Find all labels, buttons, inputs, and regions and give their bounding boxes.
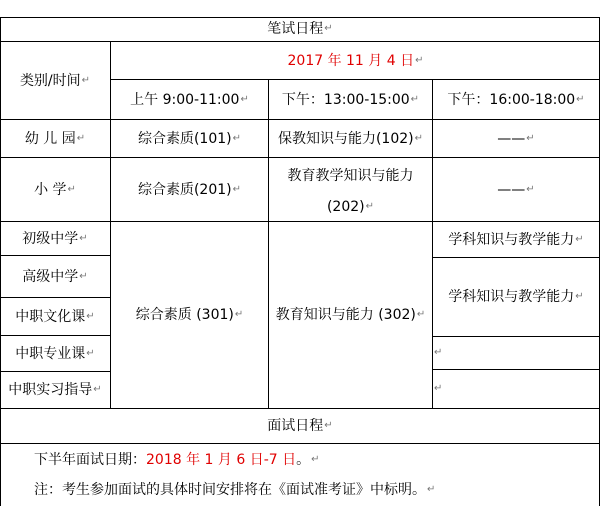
session-1-text: 上午 9:00-11:00	[130, 91, 240, 108]
primary-session-2-line2	[269, 195, 432, 219]
paragraph-mark: ↵	[434, 347, 443, 358]
junior-s3-text: 学科知识与教学能力	[448, 231, 575, 248]
vocational-culture-label: 中职文化课	[15, 308, 86, 325]
primary-session-1	[111, 158, 268, 221]
secondary-session-1	[111, 222, 268, 408]
paragraph-mark: ↵	[67, 183, 76, 195]
table-divider	[0, 443, 600, 444]
secondary-s1-text: 综合素质 (301)	[135, 307, 234, 323]
row-label-vocational-practice	[0, 372, 110, 408]
paragraph-mark: ↵	[410, 93, 420, 105]
junior-middle-session-3	[433, 222, 599, 257]
primary-s3-text: ——	[497, 181, 526, 198]
kindergarten-s1-text: 综合素质(101)	[137, 130, 232, 147]
primary-label: 小 学	[34, 181, 67, 198]
row-label-vocational-specialty	[0, 336, 110, 371]
paragraph-mark: ↵	[81, 74, 91, 86]
kindergarten-s2-text: 保教知识与能力(102)	[277, 130, 414, 147]
interview-title-text: 面试日程	[267, 418, 324, 434]
written-date-text: 2017 年 11 月 4 日	[287, 52, 415, 69]
kindergarten-s3-text: ——	[497, 130, 526, 147]
paragraph-mark: ↵	[79, 270, 88, 282]
category-time-header	[0, 42, 110, 119]
paragraph-mark: ↵	[240, 93, 249, 105]
row-label-junior-middle	[0, 222, 110, 255]
paragraph-mark: ↵	[576, 93, 585, 105]
interview-date-label: 下半年面试日期：	[34, 452, 146, 468]
row-label-primary	[0, 158, 110, 221]
paragraph-mark: ↵	[434, 383, 443, 394]
primary-s1-text: 综合素质(201)	[137, 181, 232, 198]
interview-date-line	[34, 448, 594, 472]
paragraph-mark: ↵	[526, 132, 535, 144]
paragraph-mark: ↵	[414, 132, 424, 144]
paragraph-mark: ↵	[324, 420, 333, 431]
vocational-practice-label: 中职实习指导	[8, 382, 93, 398]
kindergarten-session-2	[269, 120, 432, 157]
interview-date-value: 2018 年 1 月 6 日-7 日	[146, 452, 297, 468]
kindergarten-session-3	[433, 120, 599, 157]
paragraph-mark: ↵	[427, 484, 436, 495]
paragraph-mark: ↵	[415, 54, 424, 66]
paragraph-mark: ↵	[526, 183, 535, 195]
paragraph-mark: ↵	[234, 309, 244, 320]
vocational-specialty-label: 中职专业课	[15, 345, 86, 362]
paragraph-mark: ↵	[79, 232, 88, 244]
written-exam-date	[111, 42, 600, 79]
paragraph-mark: ↵	[232, 183, 242, 195]
kindergarten-label: 幼 儿 园	[24, 130, 76, 147]
paragraph-mark: ↵	[365, 201, 375, 212]
senior-s3-text: 学科知识与教学能力	[448, 289, 575, 305]
primary-session-3	[433, 158, 599, 221]
session-3-text: 下午：16:00-18:00	[447, 91, 576, 108]
row-label-vocational-culture	[0, 298, 110, 335]
row-label-kindergarten	[0, 120, 110, 157]
session-2-text: 下午：13:00-15:00	[281, 91, 410, 108]
paragraph-mark: ↵	[232, 132, 242, 144]
row-label-senior-high	[0, 256, 110, 297]
paragraph-mark: ↵	[575, 291, 584, 302]
session-header-1	[111, 80, 268, 119]
primary-s2-line2-text: (202)	[326, 199, 365, 215]
interview-note-text: 注：考生参加面试的具体时间安排将在《面试准考证》中标明。	[34, 482, 426, 498]
primary-s2-line1-text: 教育教学知识与能力	[287, 168, 414, 184]
secondary-s2-text: 教育知识与能力 (302)	[275, 307, 416, 323]
interview-schedule-title	[0, 409, 600, 443]
kindergarten-session-1	[111, 120, 268, 157]
paragraph-mark: ↵	[311, 454, 320, 465]
paragraph-mark: ↵	[416, 309, 426, 320]
paragraph-mark: ↵	[76, 132, 86, 144]
primary-session-2-line1	[269, 164, 432, 188]
written-title-text: 笔试日程	[267, 21, 324, 37]
written-schedule-title	[0, 17, 600, 41]
session-header-2	[269, 80, 432, 119]
paragraph-mark: ↵	[86, 310, 95, 322]
vocational-practice-session-3	[433, 370, 599, 408]
secondary-session-2	[269, 222, 432, 408]
session-header-3	[433, 80, 599, 119]
paragraph-mark: ↵	[575, 233, 584, 245]
paragraph-mark: ↵	[324, 23, 333, 34]
interview-note-line	[34, 478, 594, 502]
paragraph-mark: ↵	[93, 384, 102, 395]
category-time-text: 类别/时间	[19, 72, 81, 89]
paragraph-mark: ↵	[86, 347, 95, 359]
senior-vocational-session-3	[433, 258, 599, 336]
interview-date-end: 。	[296, 452, 311, 468]
senior-high-label: 高级中学	[22, 268, 79, 285]
junior-middle-label: 初级中学	[22, 230, 79, 247]
vocational-specialty-session-3	[433, 337, 599, 369]
